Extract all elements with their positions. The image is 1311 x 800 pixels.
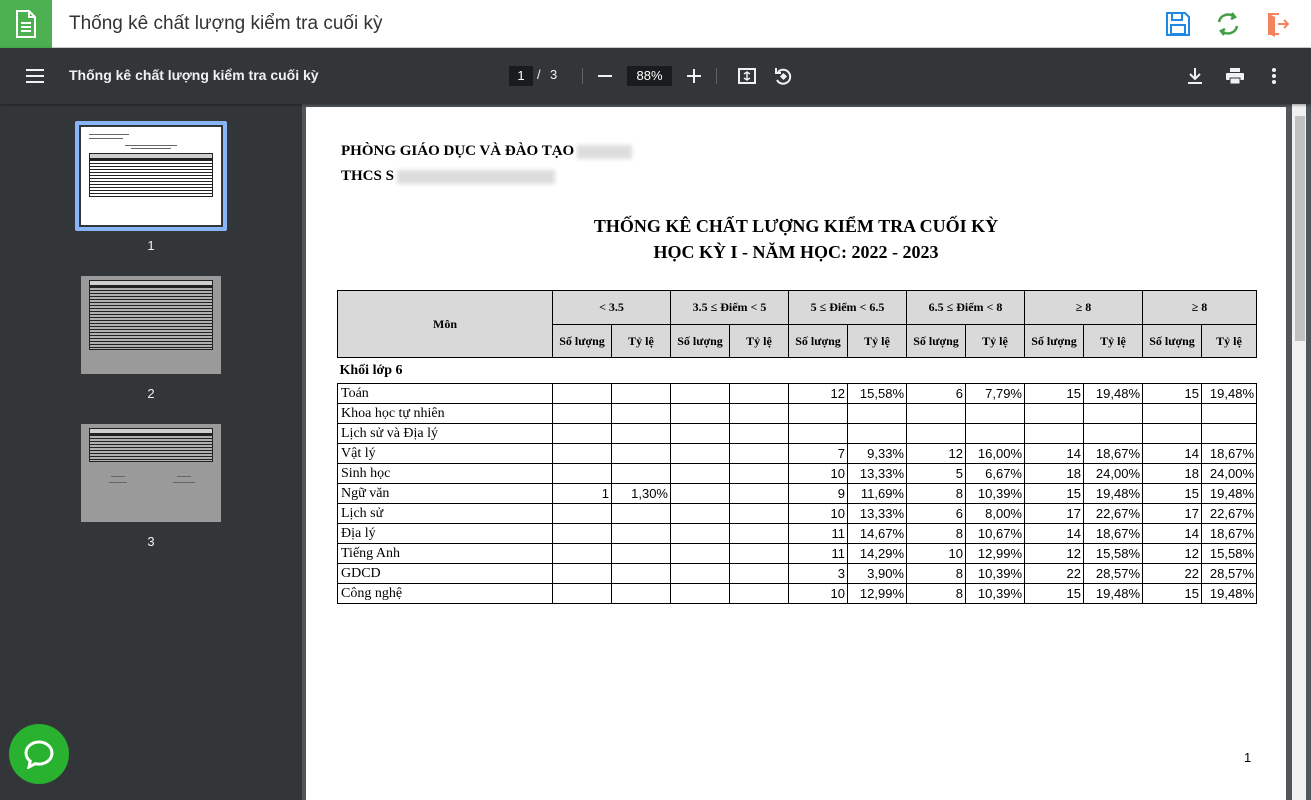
group-row — [338, 358, 1257, 384]
count-cell: 14 — [1143, 444, 1202, 464]
thumbnail-sidebar — [0, 104, 302, 800]
count-cell: 12 — [789, 384, 848, 404]
rate-cell: 28,57% — [1084, 564, 1143, 584]
rate-cell: 7,79% — [966, 384, 1025, 404]
count-cell — [671, 504, 730, 524]
rate-cell — [730, 504, 789, 524]
count-cell: 18 — [1143, 464, 1202, 484]
thumbnail-page-1[interactable] — [81, 127, 221, 225]
count-cell: 12 — [907, 444, 966, 464]
count-cell — [553, 444, 612, 464]
count-cell: 22 — [1143, 564, 1202, 584]
count-cell: 12 — [1143, 544, 1202, 564]
rate-header: Tỷ lệ — [612, 325, 671, 358]
thumbnail-page-3[interactable] — [81, 424, 221, 522]
count-cell — [553, 404, 612, 424]
minus-icon[interactable] — [594, 64, 616, 88]
school-name: THCS S — [341, 168, 394, 184]
subject-cell: Lịch sử và Địa lý — [338, 424, 553, 444]
count-cell: 8 — [907, 584, 966, 604]
count-header: Số lượng — [1025, 325, 1084, 358]
band-header: 5 ≤ Điểm < 6.5 — [789, 291, 907, 325]
subject-cell: Tiếng Anh — [338, 544, 553, 564]
page-separator: / — [537, 67, 541, 82]
count-cell: 17 — [1143, 504, 1202, 524]
count-header: Số lượng — [1143, 325, 1202, 358]
rate-cell: 10,39% — [966, 584, 1025, 604]
table-row — [338, 424, 1257, 444]
thumbnail-label: 3 — [147, 534, 155, 549]
document-page — [306, 107, 1286, 800]
count-cell: 6 — [907, 384, 966, 404]
rate-cell — [1202, 424, 1257, 444]
rate-cell — [730, 564, 789, 584]
rate-cell — [848, 424, 907, 444]
count-cell: 17 — [1025, 504, 1084, 524]
org-line-1 — [341, 143, 632, 160]
count-cell: 10 — [907, 544, 966, 564]
count-cell — [1025, 424, 1084, 444]
rate-header: Tỷ lệ — [848, 325, 907, 358]
count-cell — [1143, 404, 1202, 424]
table-row — [338, 564, 1257, 584]
more-vertical-icon[interactable] — [1263, 64, 1285, 88]
subject-cell: Sinh học — [338, 464, 553, 484]
rate-cell — [612, 504, 671, 524]
rate-header: Tỷ lệ — [966, 325, 1025, 358]
rate-cell — [612, 464, 671, 484]
page-footer-number: 1 — [1244, 750, 1252, 765]
exit-icon[interactable] — [1264, 10, 1292, 38]
rate-cell — [1084, 404, 1143, 424]
band-header: < 3.5 — [553, 291, 671, 325]
count-cell — [671, 384, 730, 404]
rate-cell: 10,67% — [966, 524, 1025, 544]
count-cell: 15 — [1025, 584, 1084, 604]
count-cell — [553, 424, 612, 444]
band-header: ≥ 8 — [1025, 291, 1143, 325]
count-cell: 15 — [1143, 384, 1202, 404]
statistics-table — [337, 290, 1257, 604]
table-row — [338, 464, 1257, 484]
document-title: THỐNG KÊ CHẤT LƯỢNG KIỂM TRA CUỐI KỲ — [593, 216, 999, 236]
rate-cell — [612, 584, 671, 604]
count-cell — [1025, 404, 1084, 424]
page-total: 3 — [550, 67, 558, 82]
rate-cell: 13,33% — [848, 504, 907, 524]
count-cell — [553, 464, 612, 484]
thumbnail-page-2[interactable] — [81, 276, 221, 374]
rate-cell — [612, 524, 671, 544]
print-icon[interactable] — [1223, 64, 1247, 88]
count-cell: 15 — [1143, 584, 1202, 604]
table-row — [338, 524, 1257, 544]
count-cell — [553, 504, 612, 524]
count-cell — [671, 444, 730, 464]
count-cell — [671, 584, 730, 604]
count-cell — [553, 524, 612, 544]
count-cell — [671, 524, 730, 544]
count-cell: 5 — [907, 464, 966, 484]
rate-cell: 9,33% — [848, 444, 907, 464]
mini-table — [89, 434, 213, 462]
rate-cell — [730, 384, 789, 404]
save-icon[interactable] — [1164, 10, 1192, 38]
pdf-toolbar — [0, 48, 1311, 104]
rate-cell: 14,29% — [848, 544, 907, 564]
rate-cell: 19,48% — [1202, 584, 1257, 604]
app-header — [0, 0, 1311, 48]
rate-cell: 22,67% — [1084, 504, 1143, 524]
rate-cell: 28,57% — [1202, 564, 1257, 584]
count-cell — [671, 424, 730, 444]
count-cell — [907, 404, 966, 424]
count-cell: 14 — [1143, 524, 1202, 544]
rate-cell: 18,67% — [1084, 524, 1143, 544]
count-cell: 11 — [789, 524, 848, 544]
count-cell — [789, 424, 848, 444]
rate-header: Tỷ lệ — [730, 325, 789, 358]
count-cell: 3 — [789, 564, 848, 584]
document-title: Thống kê chất lượng kiểm tra cuối kỳ — [69, 67, 319, 83]
count-cell: 15 — [1025, 484, 1084, 504]
rate-cell: 14,67% — [848, 524, 907, 544]
rate-cell — [612, 384, 671, 404]
rate-cell — [730, 444, 789, 464]
count-cell: 12 — [1025, 544, 1084, 564]
mini-line — [109, 482, 127, 483]
redacted-text — [397, 170, 555, 184]
count-cell: 22 — [1025, 564, 1084, 584]
divider — [582, 68, 583, 84]
rate-cell — [730, 464, 789, 484]
table-row — [338, 384, 1257, 404]
document-subtitle: HỌC KỲ I - NĂM HỌC: 2022 - 2023 — [653, 242, 939, 262]
band-header: 6.5 ≤ Điểm < 8 — [907, 291, 1025, 325]
rate-cell — [730, 404, 789, 424]
scrollbar-thumb[interactable] — [1295, 116, 1305, 341]
redacted-text — [577, 145, 632, 159]
rate-cell: 19,48% — [1084, 484, 1143, 504]
count-header: Số lượng — [789, 325, 848, 358]
rotate-icon[interactable] — [771, 64, 795, 88]
count-cell — [1143, 424, 1202, 444]
rate-cell: 24,00% — [1084, 464, 1143, 484]
sync-icon[interactable] — [1214, 10, 1242, 38]
rate-cell: 24,00% — [1202, 464, 1257, 484]
count-cell — [671, 484, 730, 504]
count-cell: 10 — [789, 504, 848, 524]
rate-cell: 16,00% — [966, 444, 1025, 464]
rate-cell: 22,67% — [1202, 504, 1257, 524]
count-cell — [907, 424, 966, 444]
rate-cell — [612, 544, 671, 564]
rate-cell: 18,67% — [1202, 444, 1257, 464]
org-name: PHÒNG GIÁO DỤC VÀ ĐÀO TẠO — [341, 143, 575, 159]
pdf-viewer — [0, 48, 1311, 800]
count-cell — [553, 564, 612, 584]
hamburger-menu-icon[interactable] — [22, 64, 48, 88]
mini-line — [177, 476, 191, 477]
mini-table — [89, 159, 213, 197]
table-row — [338, 544, 1257, 564]
rate-cell: 18,67% — [1202, 524, 1257, 544]
subject-cell: Vật lý — [338, 444, 553, 464]
rate-cell: 13,33% — [848, 464, 907, 484]
subject-cell: Ngữ văn — [338, 484, 553, 504]
rate-cell — [730, 424, 789, 444]
subject-cell: Công nghệ — [338, 584, 553, 604]
rate-cell — [730, 584, 789, 604]
count-cell — [553, 544, 612, 564]
rate-cell: 19,48% — [1202, 484, 1257, 504]
rate-cell: 10,39% — [966, 564, 1025, 584]
count-header: Số lượng — [907, 325, 966, 358]
subject-cell: Toán — [338, 384, 553, 404]
rate-cell: 3,90% — [848, 564, 907, 584]
count-cell: 18 — [1025, 464, 1084, 484]
rate-cell — [612, 564, 671, 584]
rate-cell: 19,48% — [1202, 384, 1257, 404]
band-header: 3.5 ≤ Điểm < 5 — [671, 291, 789, 325]
count-cell — [789, 404, 848, 424]
rate-cell — [1084, 424, 1143, 444]
table-row — [338, 404, 1257, 424]
rate-cell — [1202, 404, 1257, 424]
mini-line — [111, 476, 125, 477]
download-icon[interactable] — [1183, 64, 1207, 88]
count-cell: 15 — [1143, 484, 1202, 504]
rate-cell: 1,30% — [612, 484, 671, 504]
count-cell: 10 — [789, 464, 848, 484]
rate-header: Tỷ lệ — [1202, 325, 1257, 358]
rate-cell: 12,99% — [966, 544, 1025, 564]
mini-line — [89, 134, 129, 135]
rate-cell — [612, 404, 671, 424]
rate-cell — [730, 544, 789, 564]
mini-line — [125, 145, 177, 146]
rate-cell — [966, 424, 1025, 444]
thumbnail-label: 2 — [147, 386, 155, 401]
document-icon — [0, 0, 52, 48]
rate-cell: 18,67% — [1084, 444, 1143, 464]
fit-page-icon[interactable] — [735, 64, 759, 88]
mini-table — [89, 286, 213, 350]
subject-header: Môn — [338, 291, 553, 358]
count-cell: 6 — [907, 504, 966, 524]
count-cell — [671, 464, 730, 484]
plus-icon[interactable] — [683, 64, 705, 88]
count-cell: 7 — [789, 444, 848, 464]
page-number-input[interactable]: 1 — [509, 66, 533, 86]
mini-line — [131, 148, 171, 149]
table-row — [338, 444, 1257, 464]
count-cell: 14 — [1025, 444, 1084, 464]
divider — [716, 68, 717, 84]
rate-cell: 15,58% — [1202, 544, 1257, 564]
rate-cell — [612, 424, 671, 444]
group-label: Khối lớp 6 — [338, 358, 1257, 384]
count-cell — [671, 564, 730, 584]
mini-line — [89, 138, 123, 139]
rate-cell: 19,48% — [1084, 584, 1143, 604]
table-row — [338, 504, 1257, 524]
table-row — [338, 584, 1257, 604]
count-cell: 8 — [907, 564, 966, 584]
count-cell: 15 — [1025, 384, 1084, 404]
rate-cell: 19,48% — [1084, 384, 1143, 404]
rate-cell — [612, 444, 671, 464]
zoom-input[interactable]: 88% — [627, 66, 672, 86]
count-cell: 10 — [789, 584, 848, 604]
rate-cell: 6,67% — [966, 464, 1025, 484]
count-header: Số lượng — [553, 325, 612, 358]
org-line-2 — [341, 168, 555, 185]
rate-cell: 15,58% — [848, 384, 907, 404]
count-cell: 8 — [907, 524, 966, 544]
rate-header: Tỷ lệ — [1084, 325, 1143, 358]
rate-cell: 10,39% — [966, 484, 1025, 504]
count-cell — [671, 544, 730, 564]
app-title: Thống kê chất lượng kiểm tra cuối kỳ — [69, 13, 383, 34]
chat-icon[interactable] — [9, 724, 69, 784]
count-cell — [671, 404, 730, 424]
count-header: Số lượng — [671, 325, 730, 358]
rate-cell — [730, 484, 789, 504]
table-row — [338, 484, 1257, 504]
subject-cell: GDCD — [338, 564, 553, 584]
count-cell — [553, 584, 612, 604]
rate-cell: 15,58% — [1084, 544, 1143, 564]
count-cell: 14 — [1025, 524, 1084, 544]
rate-cell — [848, 404, 907, 424]
rate-cell: 11,69% — [848, 484, 907, 504]
rate-cell — [730, 524, 789, 544]
thumbnail-label: 1 — [147, 238, 155, 253]
rate-cell: 12,99% — [848, 584, 907, 604]
count-cell: 1 — [553, 484, 612, 504]
band-header: ≥ 8 — [1143, 291, 1257, 325]
rate-cell: 8,00% — [966, 504, 1025, 524]
count-cell: 8 — [907, 484, 966, 504]
subject-cell: Địa lý — [338, 524, 553, 544]
subject-cell: Khoa học tự nhiên — [338, 404, 553, 424]
count-cell: 11 — [789, 544, 848, 564]
count-cell: 9 — [789, 484, 848, 504]
subject-cell: Lịch sử — [338, 504, 553, 524]
rate-cell — [966, 404, 1025, 424]
mini-line — [173, 482, 195, 483]
count-cell — [553, 384, 612, 404]
